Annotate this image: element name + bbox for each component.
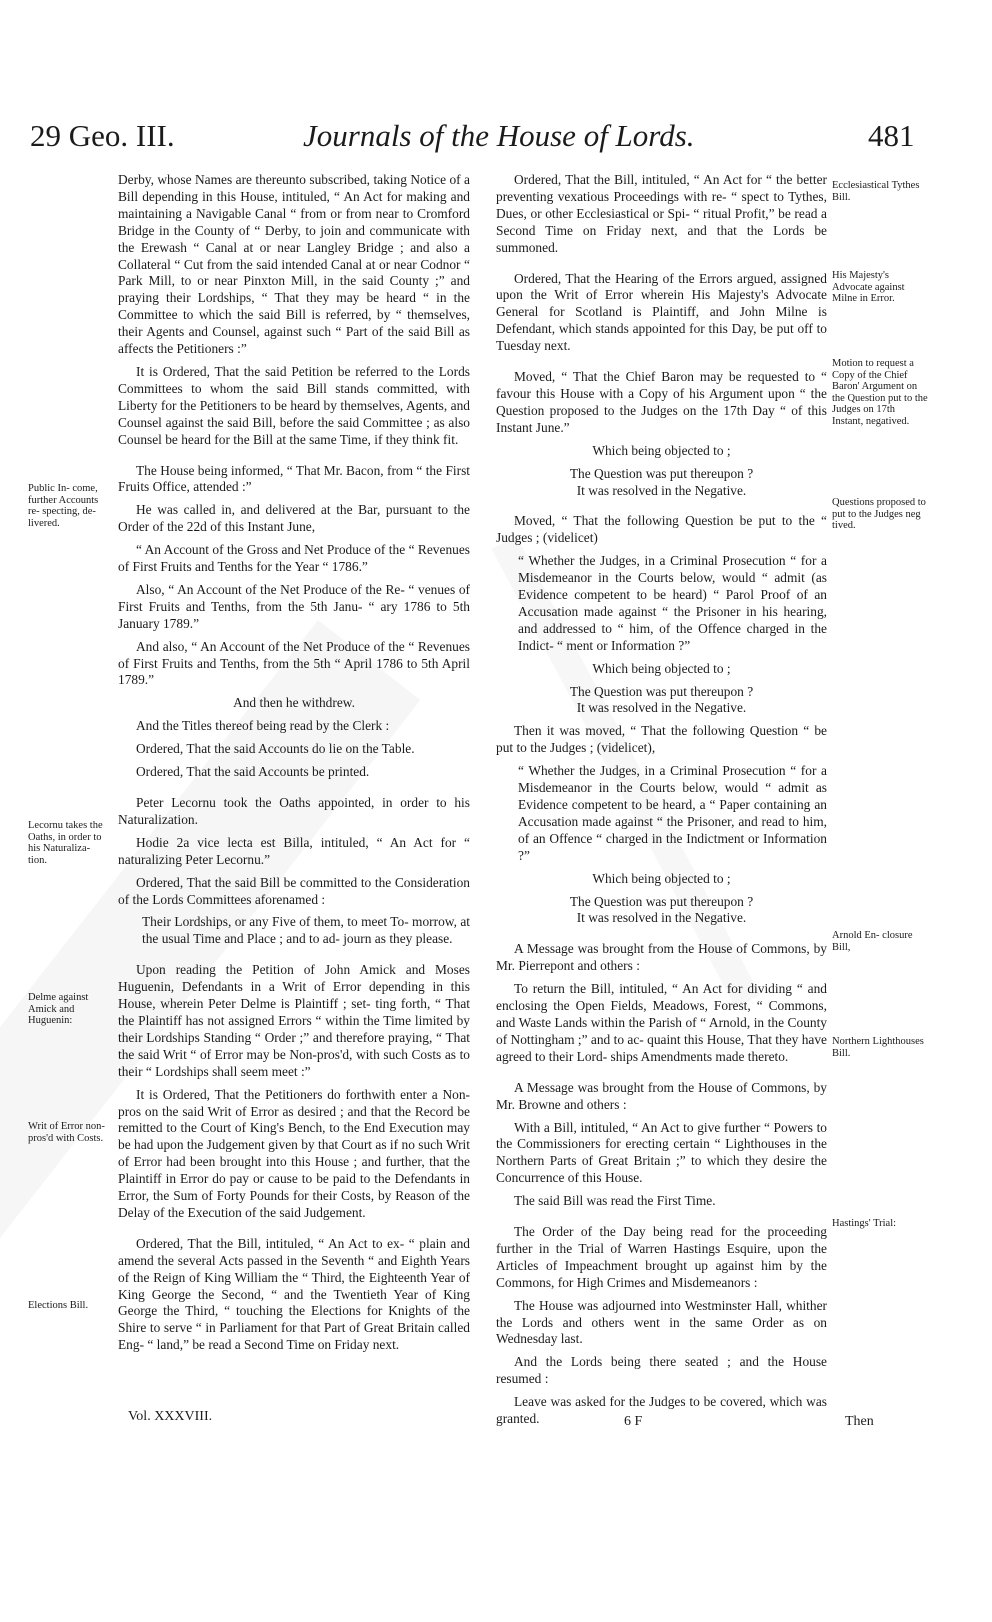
- margin-note: His Majesty's Advocate against Milne in Error.: [832, 270, 905, 304]
- paragraph: And then he withdrew.: [233, 695, 355, 711]
- paragraph: And the Titles thereof being read by the Clerk :: [136, 718, 390, 734]
- paragraph: The House being informed, “ That Mr. Bacon, from “ the First Fruits Office, attended :”: [118, 462, 470, 495]
- paragraph: Their Lordships, or any Five of them, to meet To- morrow, at the usual Time and Place ; and to ad- journ as they please.: [142, 914, 470, 947]
- paragraph: The said Bill was read the First Time.: [514, 1193, 716, 1209]
- paragraph: Peter Lecornu took the Oaths appointed, in order to his Naturalization.: [118, 795, 470, 827]
- paragraph: Ordered, That the Bill, intituled, “ An Act to ex- “ plain and amend the several Acts passed in the Seventh “ and Eighth Years of the Reign of King William the “ Third, the Eighteenth Year of King George the Second, “ and the Twentieth Year of King George the Third, “ touching the Elections for Knights of the Shire to serve “ in Parliament for that Part of Great Britain called Eng- “ land,” be read a Second Time on Friday next.: [118, 1235, 470, 1353]
- paragraph: “ Whether the Judges, in a Criminal Prosecution “ for a Misdemeanor in the Courts below, would “ admit as Evidence competent to be heard, a “ Paper containing an Accusation made against “ the Prisoner, and read to him, of an Offence “ charged in the Indictment or Information ?”: [518, 763, 827, 863]
- paragraph: Ordered, That the said Accounts do lie on the Table.: [136, 741, 415, 757]
- margin-note: Questions proposed to put to the Judges neg tived.: [832, 497, 926, 531]
- paragraph: Ordered, That the Hearing of the Errors argued, assigned upon the Writ of Error wherein His Majesty's Advocate General for Scotland is Plaintiff, and John Milne is Defendant, which stands appointed for this Day, be put off to Tuesday next.: [496, 270, 827, 354]
- catchword: Then: [845, 1414, 874, 1429]
- paragraph: The Question was put thereupon ?: [569, 683, 754, 699]
- running-head-regnal-year: 29 Geo. III.: [30, 118, 175, 153]
- paragraph: Which being objected to ;: [592, 870, 731, 886]
- paragraph: Moved, “ That the following Question be put to the “ Judges ; (videlicet): [496, 513, 827, 546]
- paragraph: The Question was put thereupon ?: [569, 893, 754, 909]
- paragraph: “ An Account of the Gross and Net Produce of the “ Revenues of First Fruits and Tenths for the Year “ 1786.”: [118, 542, 470, 575]
- margin-note: Northern Lighthouses Bill.: [832, 1036, 924, 1059]
- paragraph: And also, “ An Account of the Net Produce of the “ Revenues of First Fruits and Tenths, from the 5th “ April 1786 to 5th April 1789.”: [118, 638, 470, 688]
- paragraph: “ Whether the Judges, in a Criminal Prosecution “ for a Misdemeanor in the Courts below, would “ admit (as Evidence competent to be heard) “ Parol Proof of an Accusation made against “ the Prisoner in his hearing, and addressed to “ him, of the Offence charged in the Indict- “ ment or Information ?”: [518, 553, 827, 653]
- paragraph: Hodie 2a vice lecta est Billa, intituled, “ An Act for “ naturalizing Peter Lecornu.”: [118, 834, 470, 867]
- paragraph: Which being objected to ;: [592, 660, 731, 676]
- paragraph: Derby, whose Names are thereunto subscribed, taking Notice of a Bill depending in this House, intituled, “ An Act for making and maintaining a Navigable Canal “ from or from near to Cromford Bridge in the County of “ Derby, to join and communicate with the Erewash “ Canal at or near Langley Bridge ; and also a Collateral “ Cut from the said intended Canal at or near Codnor “ Park Mill, to or near Pinxton Mill, in the said County ;” and praying their Lordships, “ That they may be heard “ in the Committee to which the said Bill is referred, by “ themselves, their Agents and Counsel, against such “ Part of the said Bill as affects the Petitioners :”: [118, 172, 470, 357]
- paragraph: Moved, “ That the Chief Baron may be requested to “ favour this House with a Copy of his Argument upon “ the Question proposed to the Judges on the 17th Day “ of this Instant June.”: [496, 369, 827, 435]
- paragraph: The Question was put thereupon ?: [569, 465, 754, 481]
- paragraph: It was resolved in the Negative.: [576, 700, 747, 716]
- paragraph: Then it was moved, “ That the following Question “ be put to the Judges ; (videlicet),: [496, 723, 827, 756]
- margin-note: Writ of Error non-pros'd with Costs.: [28, 1121, 105, 1144]
- paragraph: A Message was brought from the House of Commons, by Mr. Browne and others :: [496, 1079, 827, 1112]
- paragraph: A Message was brought from the House of Commons, by Mr. Pierrepont and others :: [496, 941, 827, 974]
- left-column: [118, 172, 470, 1360]
- paragraph: The Order of the Day being read for the proceeding further in the Trial of Warren Hastings Esquire, upon the Articles of Impeachment brought up against him by the Commons, for High Crimes and Misdemeanors :: [496, 1224, 827, 1290]
- paragraph: The House was adjourned into Westminster Hall, whither the Lords and others went in the same Order as on Wednesday last.: [496, 1297, 827, 1347]
- paragraph: It is Ordered, That the said Petition be referred to the Lords Committees to whom the said Bill stands committed, with Liberty for the Petitioners to be heard by themselves, Agents, and Counsel against the said Bill, before the said Committee ; as also Counsel be heard for the Bill at the same Time, if they think fit.: [118, 363, 470, 447]
- paragraph: Also, “ An Account of the Net Produce of the Re- “ venues of First Fruits and Tenths, from the 5th Janu- “ ary 1786 to 5th January 1789.”: [118, 581, 470, 631]
- paragraph: It is Ordered, That the Petitioners do forthwith enter a Non-pros on the said Writ of Error as desired ; and that the Record be remitted to the Court of King's Bench, to the End Execution may be had upon the Judgement given by that Court as if no such Writ of Error had been brought into this House ; and further, that the Plaintiff in Error do pay or cause to be paid to the Defendants in Error, the Sum of Forty Pounds for their Costs, by Reason of the Delay of the Execution of the said Judgement.: [118, 1086, 470, 1220]
- running-head-title: Journals of the House of Lords.: [303, 118, 695, 153]
- margin-note: Delme against Amick and Huguenin:: [28, 992, 89, 1026]
- margin-note: Hastings' Trial:: [832, 1218, 897, 1229]
- paragraph: It was resolved in the Negative.: [576, 482, 747, 498]
- signature-mark: 6 F: [624, 1414, 643, 1429]
- margin-note: Ecclesiastical Tythes Bill.: [832, 180, 920, 203]
- margin-note: Public In- come, further Accounts re- specting, de- livered.: [28, 483, 99, 529]
- paragraph: Upon reading the Petition of John Amick and Moses Huguenin, Defendants in a Writ of Error depending in this House, wherein Peter Delme is Plaintiff ; set- ting forth, “ That the Plaintiff has not assigned Errors “ within the Time limited by their Lordships Standing “ Order ;” and therefore praying, “ That the said Writ “ of Error may be Non-pros'd, with such Costs as to their “ Lordships shall seem meet :”: [118, 962, 470, 1079]
- paragraph: It was resolved in the Negative.: [576, 910, 747, 926]
- paragraph: Ordered, That the said Bill be committed to the Consideration of the Lords Committees aforenamed :: [118, 874, 470, 907]
- paragraph: With a Bill, intituled, “ An Act to give further “ Powers to the Commissioners for erecting certain “ Lighthouses in the Northern Parts of Great Britain ;” to which they desire the Concurrence of this House.: [496, 1119, 827, 1186]
- paragraph: To return the Bill, intituled, “ An Act for dividing “ and enclosing the Open Fields, Meadows, Forest, “ Commons, and Waste Lands within the Parish of “ Arnold, in the County of Nottingham ;” and to ac- quaint this House, That they have agreed to their Lord- ships Amendments made thereto.: [496, 981, 827, 1064]
- paragraph: Which being objected to ;: [592, 442, 731, 458]
- paragraph: Ordered, That the said Accounts be printed.: [136, 764, 370, 780]
- paragraph: Ordered, That the Bill, intituled, “ An Act for “ the better preventing vexatious Proceedings with re- “ spect to Tythes, Dues, or other Ecclesiastical or Spi- “ ritual Profit,” be read a Second Time on Friday next, and that the Lords be summoned.: [496, 172, 827, 255]
- right-column: [496, 172, 827, 1434]
- margin-note: Arnold En- closure Bill,: [832, 930, 913, 953]
- margin-note: Motion to request a Copy of the Chief Baron' Argument on the Question put to the Judges on 17th Instant, negatived.: [832, 358, 928, 427]
- paragraph: And the Lords being there seated ; and the House resumed :: [496, 1354, 827, 1387]
- margin-note: Elections Bill.: [28, 1300, 89, 1311]
- paragraph: He was called in, and delivered at the Bar, pursuant to the Order of the 22d of this Instant June,: [118, 502, 470, 535]
- page-number: 481: [868, 118, 915, 153]
- volume-number: Vol. XXXVIII.: [128, 1409, 213, 1424]
- paragraph: Leave was asked for the Judges to be covered, which was granted.: [496, 1394, 827, 1427]
- margin-note: Lecornu takes the Oaths, in order to his Naturaliza- tion.: [28, 820, 103, 866]
